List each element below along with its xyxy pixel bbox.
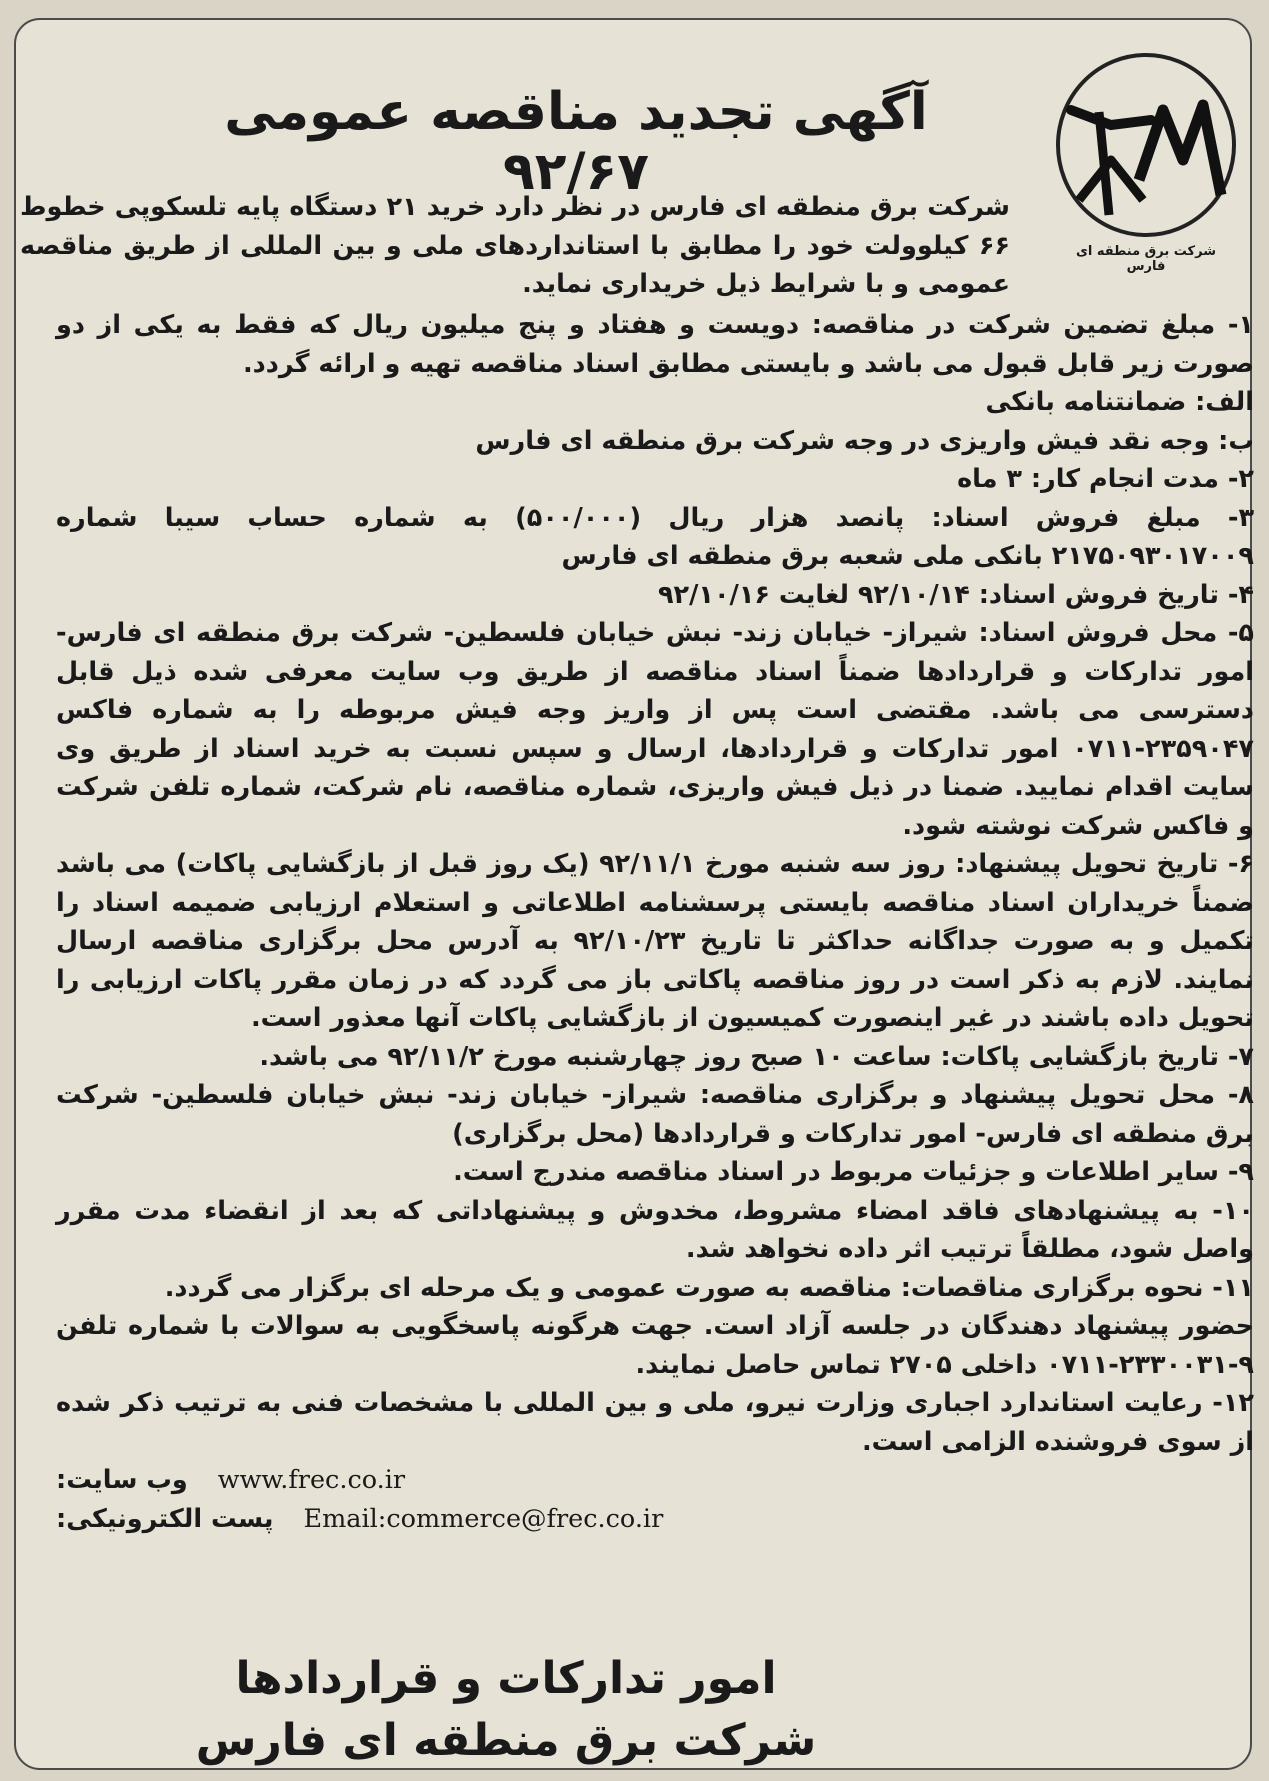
condition-item: ۳- مبلغ فروش اسناد: پانصد هزار ریال (۵۰۰/۰۰۰) به شماره حساب سیبا شماره ۲۱۷۵۰۹۳۰۱۷۰۰۹ بانکی ملی شعبه برق منطقه ای فارس	[56, 502, 1255, 571]
condition-item: الف: ضمانتنامه بانکی	[985, 387, 1254, 417]
condition-item: حضور پیشنهاد دهندگان در جلسه آزاد است. جهت هرگونه پاسخگویی به سوالات با شماره تلفن ۹-۲۳۳۰۰۳۱-۰۷۱۱ داخلی ۲۷۰۵ تماس حاصل نمایند.	[56, 1311, 1254, 1380]
company-logo-icon	[1051, 50, 1241, 240]
email-label: پست الکترونیکی:	[56, 1503, 274, 1534]
condition-item: ۱۰- به پیشنهادهای فاقد امضاء مشروط، مخدوش و پیشنهاداتی که بعد از انقضاء مدت مقرر واصل شود، مطلقاً ترتیب اثر داده نخواهد شد.	[56, 1195, 1254, 1264]
footer-company: شرکت برق منطقه ای فارس	[195, 1715, 817, 1766]
advertisement-page	[14, 18, 1255, 1770]
page-title: آگهی تجدید مناقصه عمومی ۹۲/۶۷	[224, 82, 928, 202]
website-label: وب سایت:	[56, 1465, 188, 1495]
intro-paragraph: شرکت برق منطقه ای فارس در نظر دارد خرید ۲۱ دستگاه پایه تلسکوپی خطوط ۶۶ کیلوولت خود را مطابق با استانداردهای ملی و بین المللی از طریق مناقصه عمومی و با شرایط ذیل خریداری نماید.	[20, 192, 1011, 299]
condition-item: ب: وجه نقد فیش واریزی در وجه شرکت برق منطقه ای فارس	[475, 425, 1254, 456]
condition-item: ۱۱- نحوه برگزاری مناقصات: مناقصه به صورت عمومی و یک مرحله ای برگزار می گردد.	[164, 1272, 1254, 1303]
condition-item: ۶- تاریخ تحویل پیشنهاد: روز سه شنبه مورخ ۹۲/۱۱/۱ (یک روز قبل از بازگشایی پاکات) می باشد ضمناً خریداران اسناد مناقصه بایستی پرسشنامه اطلاعاتی و استعلام ارزیابی ضمیمه اسناد را تکمیل و به صورت جداگانه حداکثر تا تاریخ ۹۲/۱۰/۲۳ به آدرس محل برگزاری مناقصه ارسال نمایند. لازم به ذکر است در روز مناقصه پاکاتی باز می گردد که در زمان مقرر پاکات ارزیابی را تحویل داده باشند در غیر اینصورت کمیسیون از بازگشایی پاکات آنها معذور است.	[56, 849, 1254, 1033]
footer-department: امور تدارکات و قراردادها	[235, 1653, 777, 1704]
condition-item: ۹- سایر اطلاعات و جزئیات مربوط در اسناد مناقصه مندرج است.	[453, 1157, 1254, 1187]
condition-item: ۱۲- رعایت استاندارد اجباری وزارت نیرو، ملی و بین المللی با مشخصات فنی به ترتیب ذکر شده از سوی فروشنده الزامی است.	[56, 1388, 1254, 1457]
email-link[interactable]: Email:commerce@frec.co.ir	[303, 1503, 664, 1534]
condition-item: ۲- مدت انجام کار: ۳ ماه	[957, 464, 1254, 494]
condition-item: ۸- محل تحویل پیشنهاد و برگزاری مناقصه: شیراز- خیابان زند- نبش خیابان فلسطین- شرکت برق منطقه ای فارس- امور تدارکات و قراردادها (محل برگزاری)	[56, 1080, 1254, 1149]
logo-caption: شرکت برق منطقه ای فارس	[1076, 244, 1216, 274]
conditions-list	[56, 306, 1254, 1538]
condition-item: ۵- محل فروش اسناد: شیراز- خیابان زند- نبش خیابان فلسطین- شرکت برق منطقه ای فارس- امور تدارکات و قراردادها ضمناً اسناد مناقصه از طریق وب سایت معرفی شده ذیل قابل دسترسی می باشد. مقتضی است پس از واریز وجه فیش مربوطه را به شماره فاکس ۲۳۵۹۰۴۷-۰۷۱۱ امور تدارکات و قراردادها، ارسال و سپس نسبت به خرید اسناد از طریق وی سایت اقدام نمایید. ضمنا در ذیل فیش واریزی، شماره مناقصه، نام شرکت، شماره تلفن شرکت و فاکس شرکت نوشته شود.	[56, 618, 1254, 841]
website-row	[56, 1461, 1254, 1500]
website-link[interactable]: www.frec.co.ir	[217, 1465, 406, 1495]
email-row	[56, 1500, 1254, 1539]
condition-item: ۱- مبلغ تضمین شرکت در مناقصه: دویست و هفتاد و پنج میلیون ریال که فقط به یکی از دو صورت زیر قابل قبول می باشد و بایستی مطابق اسناد مناقصه تهیه و ارائه گردد.	[56, 310, 1254, 379]
condition-item: ۷- تاریخ بازگشایی پاکات: ساعت ۱۰ صبح روز چهارشنبه مورخ ۹۲/۱۱/۲ می باشد.	[259, 1041, 1254, 1072]
condition-item: ۴- تاریخ فروش اسناد: ۹۲/۱۰/۱۴ لغایت ۹۲/۱۰/۱۶	[657, 579, 1254, 610]
footer-signature	[56, 1648, 956, 1772]
